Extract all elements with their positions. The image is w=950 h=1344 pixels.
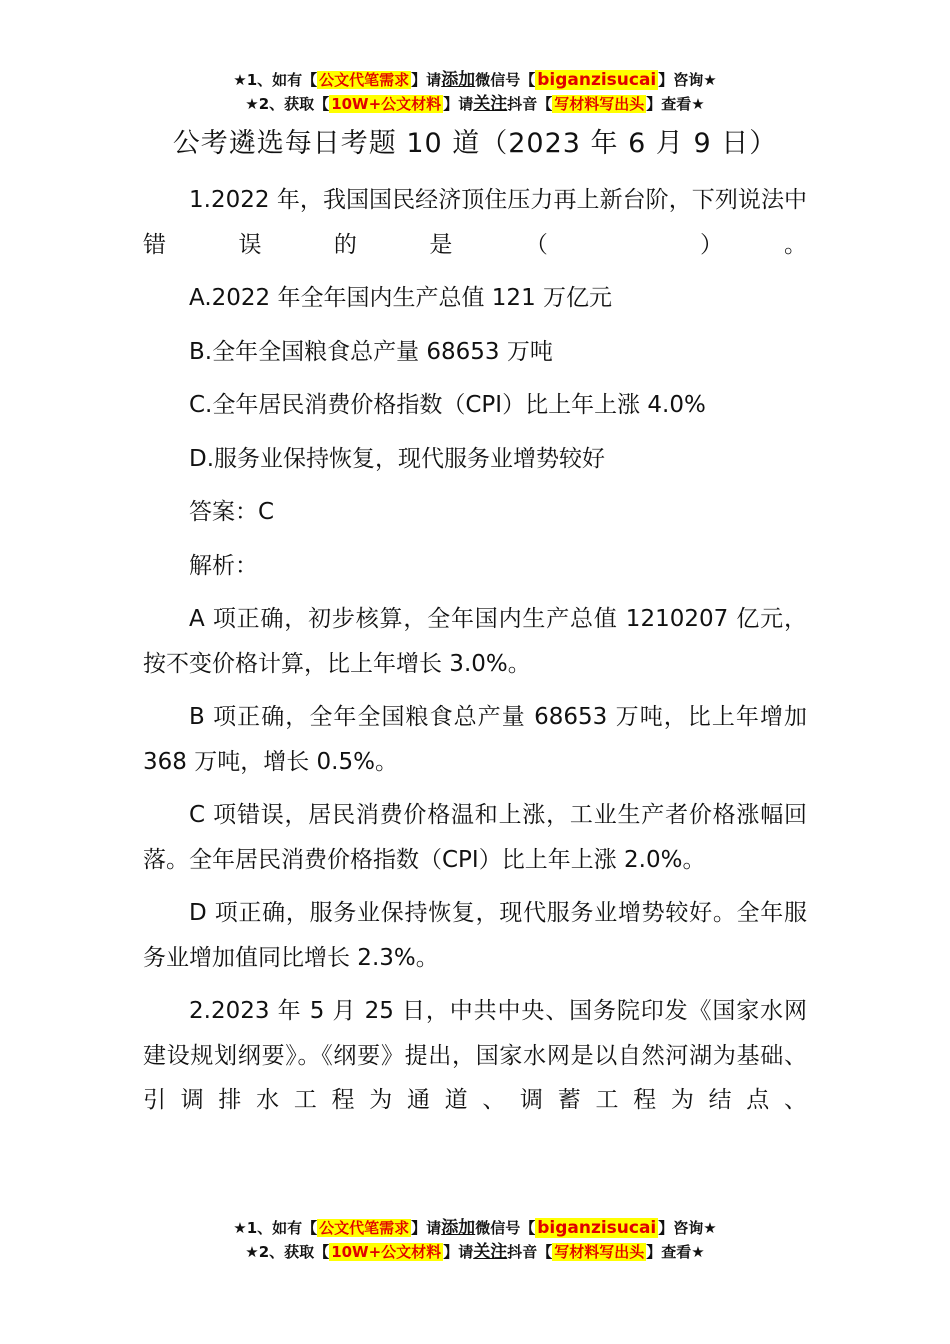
document-body	[143, 178, 807, 1132]
banner-text: 抖音【	[507, 1243, 553, 1261]
banner-text: 】查看★	[646, 95, 705, 113]
banner-text: ★1、如有【	[233, 1219, 318, 1237]
banner-underlined: 添加	[441, 1218, 476, 1238]
analysis-heading: 解析：	[189, 552, 258, 579]
banner-text: 抖音【	[507, 95, 553, 113]
banner-line-1	[0, 1216, 950, 1240]
banner-underlined: 添加	[441, 70, 476, 90]
banner-highlight: 10W+公文材料	[331, 95, 442, 113]
banner-text: 】查看★	[646, 1243, 705, 1261]
header-banner	[0, 68, 950, 116]
banner-line-2	[0, 1240, 950, 1264]
option-d: D.服务业保持恢复，现代服务业增势较好	[189, 445, 606, 472]
banner-underlined: 关注	[473, 1242, 508, 1262]
banner-line-1	[0, 68, 950, 92]
analysis-c: C 项错误，居民消费价格温和上涨，工业生产者价格涨幅回落。全年居民消费价格指数（CPI）比上年上涨 2.0%。	[143, 802, 807, 873]
analysis-a: A 项正确，初步核算，全年国内生产总值 1210207 亿元，按不变价格计算，比上年增长 3.0%。	[143, 606, 807, 677]
banner-text: 】请	[411, 71, 442, 89]
question-1-stem: 1.2022 年，我国国民经济顶住压力再上新台阶，下列说法中错误的是（ ）。	[143, 187, 807, 258]
document-title: 公考遴选每日考题 10 道（2023 年 6 月 9 日）	[172, 128, 778, 159]
banner-douyin-name: 写材料写出头	[554, 95, 645, 113]
banner-text: ★1、如有【	[233, 71, 318, 89]
banner-highlight: 公文代笔需求	[319, 1219, 410, 1237]
banner-wechat-id: biganzisucai	[537, 70, 657, 90]
option-a: A.2022 年全年国内生产总值 121 万亿元	[189, 285, 613, 311]
banner-text: 】请	[443, 95, 474, 113]
banner-underlined: 关注	[473, 94, 508, 114]
footer-banner	[0, 1216, 950, 1264]
banner-highlight: 公文代笔需求	[319, 71, 410, 89]
option-b: B.全年全国粮食总产量 68653 万吨	[189, 338, 553, 365]
banner-text: 】请	[411, 1219, 442, 1237]
banner-text: 】请	[443, 1243, 474, 1261]
banner-line-2	[0, 92, 950, 116]
question-2-stem: 2.2023 年 5 月 25 日，中共中央、国务院印发《国家水网建设规划纲要》。《纲要》提出，国家水网是以自然河湖为基础、引调排水工程为通道、调蓄工程为结点、	[143, 998, 807, 1113]
analysis-d: D 项正确，服务业保持恢复，现代服务业增势较好。全年服务业增加值同比增长 2.3%。	[143, 900, 807, 971]
banner-douyin-name: 写材料写出头	[554, 1243, 645, 1261]
answer: 答案：C	[189, 499, 275, 525]
banner-text: ★2、获取【	[245, 95, 330, 113]
banner-text: ★2、获取【	[245, 1243, 330, 1261]
banner-text: 】咨询★	[658, 1219, 717, 1237]
banner-text: 微信号【	[475, 71, 536, 89]
analysis-b: B 项正确，全年全国粮食总产量 68653 万吨，比上年增加 368 万吨，增长 0.5%。	[143, 704, 807, 775]
banner-text: 】咨询★	[658, 71, 717, 89]
banner-wechat-id: biganzisucai	[537, 1218, 657, 1238]
banner-text: 微信号【	[475, 1219, 536, 1237]
banner-highlight: 10W+公文材料	[331, 1243, 442, 1261]
option-c: C.全年居民消费价格指数（CPI）比上年上涨 4.0%	[189, 392, 706, 418]
